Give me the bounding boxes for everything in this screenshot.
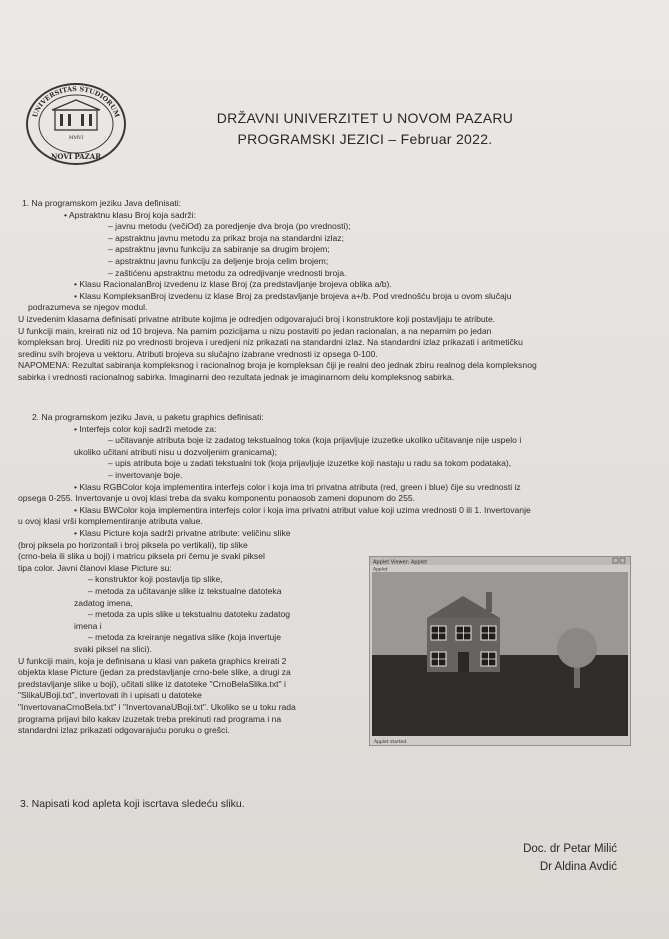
signature-line-2: Dr Aldina Avdić [539, 861, 617, 873]
svg-text:UNIVERSITAS STUDIORUM [31, 85, 121, 118]
task-2-subitem: – konstruktor koji postavlja tip slike, [88, 574, 223, 585]
task-2-item: • Interfejs color koji sadrži metode za: [74, 423, 217, 434]
task-1-subitem: – apstraktnu javnu funkciju za deljenje broja celim brojem; [108, 255, 329, 266]
task-2-text: u ovoj klasi vrši komplementiranje atributa value. [18, 516, 203, 527]
task-1-text: U izvedenim klasama definisati privatne atribute kojima je odredjen odgovarajući broj i konstruktore koji postavljaju te atribute. [18, 313, 496, 324]
signature-block [523, 840, 617, 876]
task-2-item: • Klasu Picture koja sadrži privatne atribute: veličinu slike [74, 528, 291, 538]
task-1-subitem: – apstraktnu javnu metodu za prikaz broja na standardni izlaz; [108, 232, 344, 243]
task-2-subitem: – metoda za učitavanje slike iz tekstualne datoteka [88, 585, 282, 596]
task-2-text: imena i [74, 620, 102, 631]
task-1-text: sredinu svih brojeva u vektoru. Atributi brojeva su slučajno izabrane vrednosti iz opsega 0-100. [18, 348, 378, 359]
seal-year: MMVI [68, 136, 84, 141]
task-2-subitem: – metoda za kreiranje negativa slike (koja invertuje [88, 632, 281, 643]
task-2-text: zadatog imena, [74, 597, 133, 608]
door [458, 652, 469, 672]
task-1-note: NAPOMENA: Rezultat sabiranja kompleksnog i racionalnog broja je kompleksan čiji je realni deo jednak zbiru realnog dela kompleksnog [18, 360, 537, 371]
task-1-subitem: – zaštićenu apstraktnu metodu za odredjivanje vrednosti broja. [108, 267, 347, 278]
task-1 [18, 198, 630, 384]
task-1-item: • Klasu KompleksanBroj izvedenu iz klase Broj za predstavljanje brojeva a+/b. Pod vrednošću broja u ovom slučaju [74, 290, 512, 301]
university-title: DRŽAVNI UNIVERZITET U NOVOM PAZARU [216, 110, 514, 126]
task-1-heading: 1. Na programskom jeziku Java definisati: [22, 198, 182, 208]
exam-header [200, 110, 530, 152]
task-2-text: "SlikaUBoji.txt", invertovati ih i upisati u datoteke [18, 690, 202, 701]
task-2-subitem: ukoliko učitani atributi nisu u dozvoljenim granicama); [74, 446, 278, 457]
task-1-text: podrazumeva se njegov modul. [28, 302, 148, 313]
exam-title: PROGRAMSKI JEZICI – Februar 2022. [237, 131, 493, 147]
task-2-text: objekta klase Picture (jedan za predstavljanje crno-bele slike, a drugi za [18, 667, 291, 678]
applet-title: Applet Viewer: Applet [373, 559, 428, 566]
task-2-text: predstavljanje slike u boji), učitati slike iz datoteke "CrnoBelaSlika.txt" i [18, 678, 286, 689]
task-2-heading: 2. Na programskom jeziku Java, u paketu graphics definisati: [32, 412, 264, 422]
task-2-text: svaki piksel na slici). [74, 643, 152, 654]
task-2-subitem: – metoda za upis slike u tekstualnu datoteku zadatog [88, 609, 291, 620]
task-3: 3. Napisati kod apleta koji iscrtava sledeću sliku. [20, 798, 245, 810]
applet-status: Applet started. [374, 740, 408, 745]
task-2-subitem: – invertovanje boje. [108, 469, 183, 480]
task-1-subitem: – apstraktnu javnu funkciju za sabiranje sa drugim brojem; [108, 244, 330, 255]
task-1-item: • Klasu RacionalanBroj izvedenu iz klase Broj (za predstavljanje brojeva oblika a/b). [74, 279, 392, 290]
task-2-text: opsega 0-255. Invertovanje u ovoj klasi treba da svaku komponentu ponaosob zameni dopunom do 255. [18, 493, 416, 504]
task-1-note: sabirka i vrednosti racionalnog sabirka. Imaginarni deo rezultata jednak je imaginarnom delu kompleksnog sabirka. [18, 371, 455, 382]
signature-line-1: Doc. dr Petar Milić [523, 843, 617, 855]
task-2-text: (broj piksela po horizontali i broj piksela po vertikali), tip slike [18, 539, 248, 550]
task-1-item: • Apstraktnu klasu Broj koja sadrži: [64, 209, 196, 220]
task-2-subitem: – učitavanje atributa boje iz zadatog tekstualnog toka (koja prijavljuje izuzetke ukoliko učitavanje nije uspelo i [108, 435, 522, 446]
task-1-subitem: – javnu metodu (večiOd) za poredjenje dva broja (po vrednosti); [108, 221, 351, 232]
task-1-text: kompleksan broj. Urediti niz po vrednosti brojeva i uredjeni niz prikazati na standardni izlaz. Na standardni izlaz prikazati i aritmetičku [18, 337, 523, 348]
university-seal-logo [22, 80, 130, 168]
chimney [486, 592, 492, 612]
task-2-text: standardni izlaz prikazati odgovarajuću poruku o grešci. [18, 725, 230, 736]
task-2-text: programa prijavi bilo kakav izuzetak treba prekinuti rad programa i na [18, 713, 282, 724]
task-2-wrapped [18, 528, 364, 737]
task-2-item: • Klasu RGBColor koja implementira interfejs color i koja ima tri privatna atributa (red, green i blue) čije su vrednosti iz [74, 481, 521, 492]
task-2-text: (crno-bela ili slika u boji) i matricu piksela pri čemu je svaki piksel [18, 551, 265, 562]
task-2-text: "InvertovanaCrnoBela.txt" i "InvertovanaUBoji.txt". Ukoliko se u toku rada [18, 701, 296, 712]
task-2-item: • Klasu BWColor koja implementira interfejs color i koja ima privatni atribut value koji uzima vrednosti 0 ili 1. Invertovanje [74, 504, 531, 515]
task-2-text: U funkciji main, koja je definisana u klasi van paketa graphics kreirati 2 [18, 655, 287, 666]
applet-menu: Applet [373, 567, 388, 573]
task-2-subitem: – upis atributa boje u zadati tekstualni tok (koja prijavljuje izuzetke koji nastaju u radu sa tokom podataka), [108, 458, 512, 469]
task-1-text: U funkciji main, kreirati niz od 10 brojeva. Na parnim pozicijama u nizu postaviti po jedan racionalan, a na neparnim po jedan [18, 325, 492, 336]
seal-top-text: UNIVERSITAS STUDIORUM [30, 84, 122, 119]
task-2 [18, 412, 630, 528]
seal-bottom-text: NOVI PAZAR [50, 152, 102, 161]
task-2-text: tipa color. Javni članovi klase Picture su: [18, 562, 172, 573]
applet-figure [369, 556, 631, 746]
